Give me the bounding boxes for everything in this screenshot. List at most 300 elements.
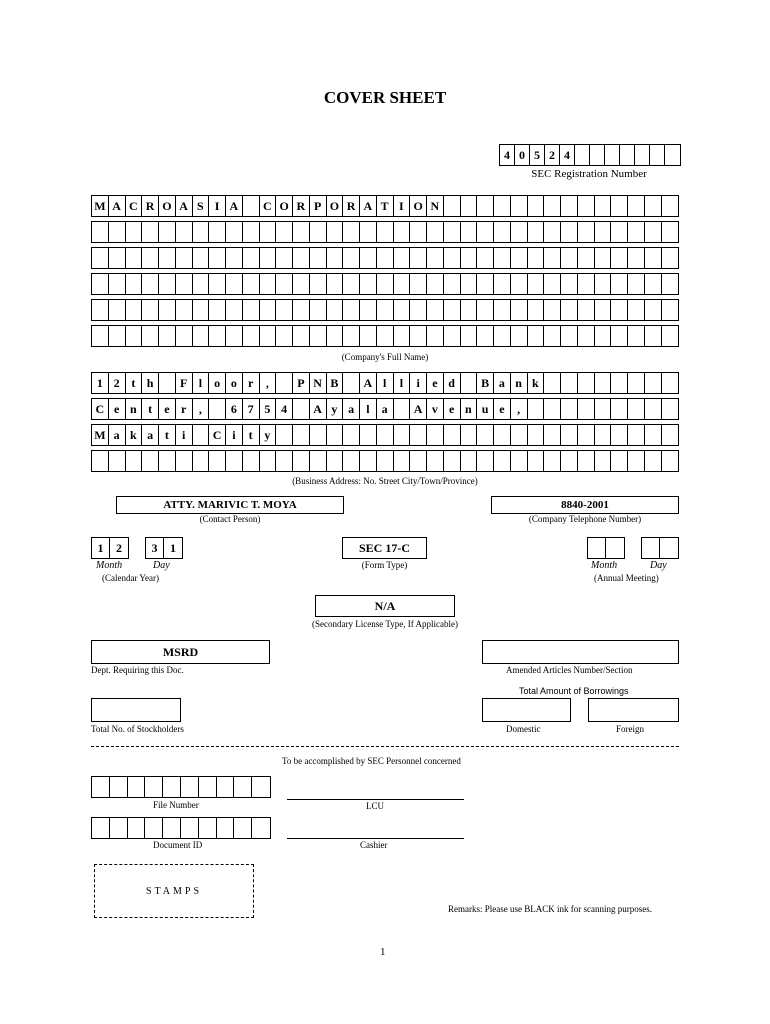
char-cell (234, 777, 252, 797)
char-cell (628, 222, 645, 242)
char-cell (126, 326, 143, 346)
stockholders-label: Total No. of Stockholders (91, 724, 184, 734)
char-cell (360, 248, 377, 268)
char-cell (327, 222, 344, 242)
char-cell (276, 248, 293, 268)
char-cell (243, 326, 260, 346)
char-cell: i (226, 425, 243, 445)
char-cell (528, 274, 545, 294)
char-cell (142, 248, 159, 268)
char-cell (494, 274, 511, 294)
calendar-year-label: (Calendar Year) (102, 573, 159, 583)
char-cell (176, 326, 193, 346)
char-cell: r (243, 373, 260, 393)
business-address-grid[interactable] (91, 372, 679, 476)
char-cell (394, 300, 411, 320)
char-cell (494, 300, 511, 320)
char-cell (595, 425, 612, 445)
char-cell: M (92, 425, 109, 445)
char-cell (578, 373, 595, 393)
char-cell (461, 451, 478, 471)
char-cell (477, 222, 494, 242)
calendar-month-digit: 1 (92, 538, 110, 558)
char-cell: , (260, 373, 277, 393)
char-cell (394, 425, 411, 445)
char-cell (628, 274, 645, 294)
secondary-license-label: (Secondary License Type, If Applicable) (312, 619, 458, 629)
char-cell (578, 196, 595, 216)
char-cell: M (92, 196, 109, 216)
char-cell (92, 274, 109, 294)
char-cell (410, 300, 427, 320)
char-cell (293, 326, 310, 346)
char-cell: u (477, 399, 494, 419)
char-cell: k (528, 373, 545, 393)
business-address-row[interactable] (91, 450, 679, 472)
char-cell (611, 196, 628, 216)
char-cell (544, 274, 561, 294)
char-cell (444, 326, 461, 346)
char-cell (142, 222, 159, 242)
char-cell (92, 222, 109, 242)
char-cell (193, 274, 210, 294)
char-cell (394, 274, 411, 294)
char-cell (427, 425, 444, 445)
char-cell (276, 451, 293, 471)
char-cell (176, 274, 193, 294)
char-cell (394, 222, 411, 242)
char-cell (528, 425, 545, 445)
char-cell: C (260, 196, 277, 216)
char-cell (444, 222, 461, 242)
dept-requiring-field[interactable]: MSRD (91, 640, 270, 664)
char-cell (343, 425, 360, 445)
char-cell (595, 248, 612, 268)
char-cell (226, 248, 243, 268)
char-cell (544, 451, 561, 471)
char-cell (662, 222, 679, 242)
char-cell (444, 300, 461, 320)
char-cell (128, 777, 146, 797)
char-cell: a (377, 399, 394, 419)
char-cell (444, 451, 461, 471)
business-address-row[interactable] (91, 372, 679, 394)
sec-reg-cell: 2 (545, 145, 560, 165)
char-cell: d (444, 373, 461, 393)
char-cell (276, 373, 293, 393)
char-cell (394, 451, 411, 471)
char-cell: R (293, 196, 310, 216)
char-cell (645, 248, 662, 268)
char-cell (310, 274, 327, 294)
char-cell (595, 399, 612, 419)
char-cell (293, 451, 310, 471)
char-cell (276, 326, 293, 346)
char-cell (427, 274, 444, 294)
char-cell: r (176, 399, 193, 419)
amended-articles-label: Amended Articles Number/Section (506, 665, 633, 675)
char-cell (209, 274, 226, 294)
char-cell (159, 326, 176, 346)
annual-meeting-label: (Annual Meeting) (594, 573, 659, 583)
char-cell: 7 (243, 399, 260, 419)
char-cell: e (109, 399, 126, 419)
char-cell (494, 222, 511, 242)
company-name-row[interactable] (91, 195, 679, 217)
char-cell (444, 425, 461, 445)
contact-person-field[interactable]: ATTY. MARIVIC T. MOYA (116, 496, 344, 514)
char-cell (209, 248, 226, 268)
annual-day-digit (642, 538, 660, 558)
char-cell (561, 300, 578, 320)
char-cell (595, 274, 612, 294)
char-cell (595, 196, 612, 216)
char-cell: A (176, 196, 193, 216)
sec-registration-grid[interactable] (499, 144, 681, 166)
char-cell (377, 326, 394, 346)
char-cell (544, 222, 561, 242)
foreign-label: Foreign (616, 724, 644, 734)
char-cell (645, 373, 662, 393)
char-cell: , (193, 399, 210, 419)
company-name-row[interactable] (91, 221, 679, 243)
char-cell (511, 196, 528, 216)
char-cell (611, 274, 628, 294)
char-cell (163, 818, 181, 838)
char-cell (377, 451, 394, 471)
char-cell (595, 451, 612, 471)
char-cell: t (142, 399, 159, 419)
char-cell (327, 326, 344, 346)
char-cell (109, 300, 126, 320)
char-cell (578, 222, 595, 242)
char-cell: C (209, 425, 226, 445)
char-cell (360, 274, 377, 294)
char-cell (243, 248, 260, 268)
char-cell: a (142, 425, 159, 445)
char-cell (128, 818, 146, 838)
char-cell (293, 300, 310, 320)
file-number-row[interactable] (91, 776, 271, 798)
char-cell: F (176, 373, 193, 393)
char-cell (327, 248, 344, 268)
char-cell (193, 326, 210, 346)
char-cell (544, 425, 561, 445)
char-cell (477, 196, 494, 216)
char-cell (410, 248, 427, 268)
char-cell (645, 399, 662, 419)
char-cell (377, 300, 394, 320)
char-cell (126, 248, 143, 268)
page-title: COVER SHEET (323, 88, 447, 107)
business-address-row[interactable] (91, 424, 679, 446)
business-address-label: (Business Address: No. Street City/Town/Province) (292, 476, 478, 486)
char-cell: O (410, 196, 427, 216)
char-cell (293, 222, 310, 242)
company-name-row[interactable] (91, 299, 679, 321)
char-cell: , (511, 399, 528, 419)
foreign-field[interactable] (588, 698, 679, 722)
char-cell (427, 300, 444, 320)
char-cell (494, 196, 511, 216)
char-cell (628, 373, 645, 393)
company-name-grid[interactable] (91, 195, 679, 351)
char-cell: B (477, 373, 494, 393)
char-cell (494, 425, 511, 445)
char-cell (662, 248, 679, 268)
annual-month-digit (606, 538, 624, 558)
form-type-field[interactable]: SEC 17-C (342, 537, 427, 559)
char-cell: 5 (260, 399, 277, 419)
char-cell (92, 326, 109, 346)
char-cell: B (327, 373, 344, 393)
char-cell (662, 326, 679, 346)
char-cell (410, 222, 427, 242)
company-name-label: (Company's Full Name) (341, 352, 429, 362)
char-cell (243, 274, 260, 294)
sec-reg-cell: 4 (560, 145, 575, 165)
char-cell: l (360, 399, 377, 419)
char-cell (461, 222, 478, 242)
char-cell (310, 300, 327, 320)
char-cell (662, 274, 679, 294)
company-name-row[interactable] (91, 325, 679, 347)
char-cell (327, 274, 344, 294)
char-cell (394, 326, 411, 346)
char-cell (209, 300, 226, 320)
char-cell (159, 222, 176, 242)
company-name-row[interactable] (91, 273, 679, 295)
char-cell: e (444, 399, 461, 419)
char-cell (360, 425, 377, 445)
char-cell (163, 777, 181, 797)
char-cell (343, 300, 360, 320)
char-cell (209, 326, 226, 346)
char-cell (343, 373, 360, 393)
char-cell (477, 451, 494, 471)
char-cell (444, 274, 461, 294)
sec-reg-cell (650, 145, 665, 165)
char-cell (126, 274, 143, 294)
char-cell (628, 196, 645, 216)
char-cell (528, 451, 545, 471)
char-cell (109, 248, 126, 268)
char-cell (226, 300, 243, 320)
char-cell (126, 451, 143, 471)
char-cell (199, 818, 217, 838)
char-cell (461, 196, 478, 216)
char-cell: 2 (109, 373, 126, 393)
char-cell: 1 (92, 373, 109, 393)
char-cell (410, 326, 427, 346)
char-cell (142, 300, 159, 320)
char-cell: n (461, 399, 478, 419)
char-cell (611, 222, 628, 242)
char-cell (662, 399, 679, 419)
char-cell (145, 777, 163, 797)
char-cell (561, 326, 578, 346)
calendar-day-digit: 1 (170, 540, 176, 555)
char-cell (628, 451, 645, 471)
char-cell (377, 425, 394, 445)
char-cell: S (193, 196, 210, 216)
char-cell (193, 451, 210, 471)
annual-day-grid[interactable] (641, 537, 679, 559)
char-cell (561, 196, 578, 216)
char-cell (159, 300, 176, 320)
char-cell (252, 777, 270, 797)
char-cell (109, 451, 126, 471)
char-cell (217, 777, 235, 797)
char-cell (511, 274, 528, 294)
char-cell: R (343, 196, 360, 216)
char-cell: a (343, 399, 360, 419)
char-cell (126, 300, 143, 320)
char-cell (145, 818, 163, 838)
char-cell: C (92, 399, 109, 419)
sec-reg-cell (605, 145, 620, 165)
char-cell (260, 248, 277, 268)
char-cell (544, 248, 561, 268)
char-cell (293, 248, 310, 268)
calendar-month-label: Month (96, 560, 123, 571)
lcu-label: LCU (366, 801, 384, 811)
char-cell (477, 425, 494, 445)
char-cell (511, 425, 528, 445)
char-cell (511, 248, 528, 268)
char-cell: y (260, 425, 277, 445)
char-cell (243, 300, 260, 320)
char-cell (310, 326, 327, 346)
char-cell (226, 222, 243, 242)
calendar-month-grid[interactable] (91, 537, 129, 559)
char-cell (193, 222, 210, 242)
char-cell (561, 222, 578, 242)
char-cell (410, 451, 427, 471)
char-cell (561, 451, 578, 471)
char-cell (327, 451, 344, 471)
char-cell: n (511, 373, 528, 393)
char-cell (181, 818, 199, 838)
char-cell (528, 326, 545, 346)
char-cell (109, 326, 126, 346)
annual-day-label: Day (650, 560, 667, 571)
lcu-line (287, 799, 464, 800)
char-cell (427, 326, 444, 346)
char-cell (461, 248, 478, 268)
char-cell (461, 300, 478, 320)
char-cell: O (276, 196, 293, 216)
stockholders-field[interactable] (91, 698, 181, 722)
contact-person-label: (Contact Person) (199, 514, 261, 524)
file-number-grid[interactable] (91, 776, 271, 798)
char-cell: A (226, 196, 243, 216)
char-cell (276, 300, 293, 320)
char-cell (209, 399, 226, 419)
char-cell (394, 399, 411, 419)
calendar-day-grid[interactable] (145, 537, 183, 559)
char-cell (394, 248, 411, 268)
char-cell (343, 222, 360, 242)
char-cell (159, 248, 176, 268)
document-id-grid[interactable] (91, 817, 271, 839)
sec-registration-label: SEC Registration Number (531, 168, 647, 180)
char-cell (544, 300, 561, 320)
char-cell: e (427, 373, 444, 393)
char-cell: P (293, 373, 310, 393)
sec-reg-cell (620, 145, 635, 165)
char-cell (243, 196, 260, 216)
char-cell (226, 451, 243, 471)
char-cell (343, 326, 360, 346)
annual-month-label: Month (591, 560, 618, 571)
char-cell (561, 373, 578, 393)
char-cell (92, 300, 109, 320)
telephone-field[interactable]: 8840-2001 (491, 496, 679, 514)
char-cell (276, 222, 293, 242)
amended-articles-field[interactable] (482, 640, 679, 664)
company-name-row[interactable] (91, 247, 679, 269)
char-cell (628, 399, 645, 419)
cashier-line (287, 838, 464, 839)
char-cell (511, 326, 528, 346)
char-cell: h (142, 373, 159, 393)
char-cell: A (109, 196, 126, 216)
char-cell (92, 818, 110, 838)
char-cell (243, 222, 260, 242)
char-cell (528, 248, 545, 268)
char-cell (110, 777, 128, 797)
char-cell (360, 300, 377, 320)
annual-month-grid[interactable] (587, 537, 625, 559)
telephone-label: (Company Telephone Number) (528, 514, 642, 524)
business-address-row[interactable] (91, 398, 679, 420)
char-cell (561, 274, 578, 294)
char-cell (427, 248, 444, 268)
char-cell (377, 222, 394, 242)
char-cell (310, 451, 327, 471)
sec-reg-cell (575, 145, 590, 165)
domestic-label: Domestic (506, 724, 541, 734)
annual-day-digit (660, 538, 678, 558)
char-cell: A (310, 399, 327, 419)
calendar-day-label: Day (153, 560, 170, 571)
char-cell (611, 248, 628, 268)
char-cell (578, 300, 595, 320)
char-cell (461, 425, 478, 445)
form-type-label: (Form Type) (361, 560, 408, 570)
char-cell (528, 399, 545, 419)
char-cell: e (494, 399, 511, 419)
char-cell (126, 222, 143, 242)
cashier-label: Cashier (360, 840, 388, 850)
char-cell (561, 399, 578, 419)
secondary-license-field[interactable]: N/A (315, 595, 455, 617)
document-id-row[interactable] (91, 817, 271, 839)
char-cell: A (410, 399, 427, 419)
char-cell: t (159, 425, 176, 445)
char-cell (662, 451, 679, 471)
char-cell (377, 274, 394, 294)
char-cell: i (176, 425, 193, 445)
domestic-field[interactable] (482, 698, 571, 722)
total-borrowings-label: Total Amount of Borrowings (519, 686, 629, 696)
char-cell (544, 326, 561, 346)
char-cell (662, 373, 679, 393)
char-cell: l (377, 373, 394, 393)
char-cell: C (126, 196, 143, 216)
char-cell: l (193, 373, 210, 393)
